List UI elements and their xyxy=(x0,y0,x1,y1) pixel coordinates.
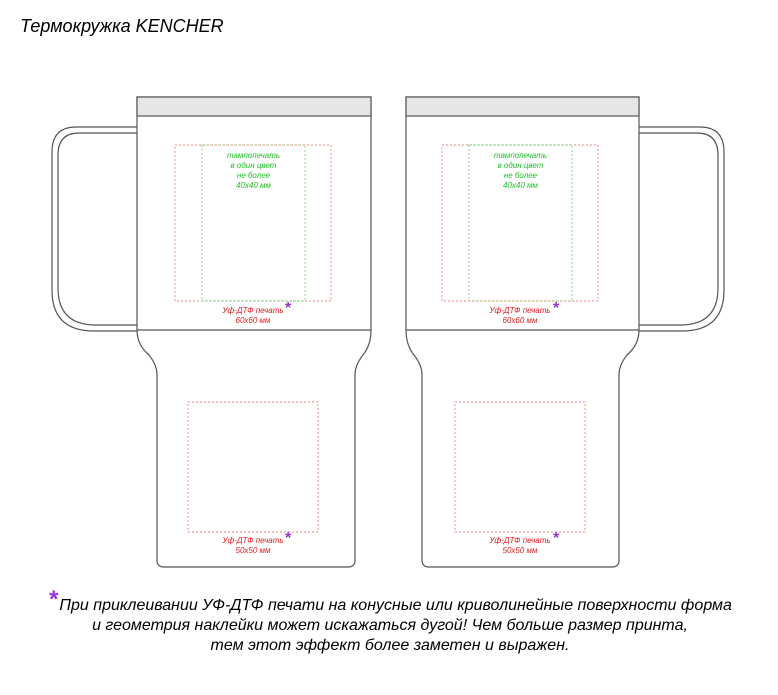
star-marker: * xyxy=(553,530,560,547)
pad-line: в один цвет xyxy=(230,161,277,170)
pad-line: не более xyxy=(503,171,538,180)
uv-size: 50х50 мм xyxy=(235,546,271,555)
footnote-text: При приклеивании УФ-ДТФ печати на конусные или криволинейные поверхности форма xyxy=(59,597,732,614)
footnote xyxy=(20,586,760,656)
star-marker: * xyxy=(285,300,292,317)
mug-left-pad-label xyxy=(202,151,305,191)
uv-label: Уф-ДТФ печать xyxy=(222,306,284,315)
page-title: Термокружка KENCHER xyxy=(20,16,224,36)
pad-line: 40х40 мм xyxy=(503,181,538,190)
uv-label: Уф-ДТФ печать xyxy=(489,306,551,315)
uv-size: 60х60 мм xyxy=(502,316,538,325)
mug-left-lid xyxy=(137,97,371,116)
pad-line: не более xyxy=(236,171,271,180)
star-marker: * xyxy=(285,530,292,547)
mug-right-handle xyxy=(639,127,724,331)
footnote-line-3: тем этот эффект более заметен и выражен. xyxy=(210,637,570,654)
uv-size: 60х60 мм xyxy=(235,316,271,325)
pad-line: тампопечать xyxy=(493,151,548,160)
star-marker: * xyxy=(553,300,560,317)
uv-label: Уф-ДТФ печать xyxy=(489,536,551,545)
mug-right-pad-label xyxy=(469,151,572,191)
footnote-line-1 xyxy=(20,586,760,616)
pad-line: тампопечать xyxy=(226,151,281,160)
pad-line: 40х40 мм xyxy=(236,181,271,190)
footnote-line-2: и геометрия наклейки может искажаться дугой! Чем больше размер принта, xyxy=(92,617,688,634)
uv-size: 50х50 мм xyxy=(502,546,538,555)
mug-right-lid xyxy=(406,97,639,116)
pad-line: в один цвет xyxy=(497,161,544,170)
mug-left-handle xyxy=(52,127,137,331)
footnote-star: * xyxy=(48,586,58,613)
uv-label: Уф-ДТФ печать xyxy=(222,536,284,545)
